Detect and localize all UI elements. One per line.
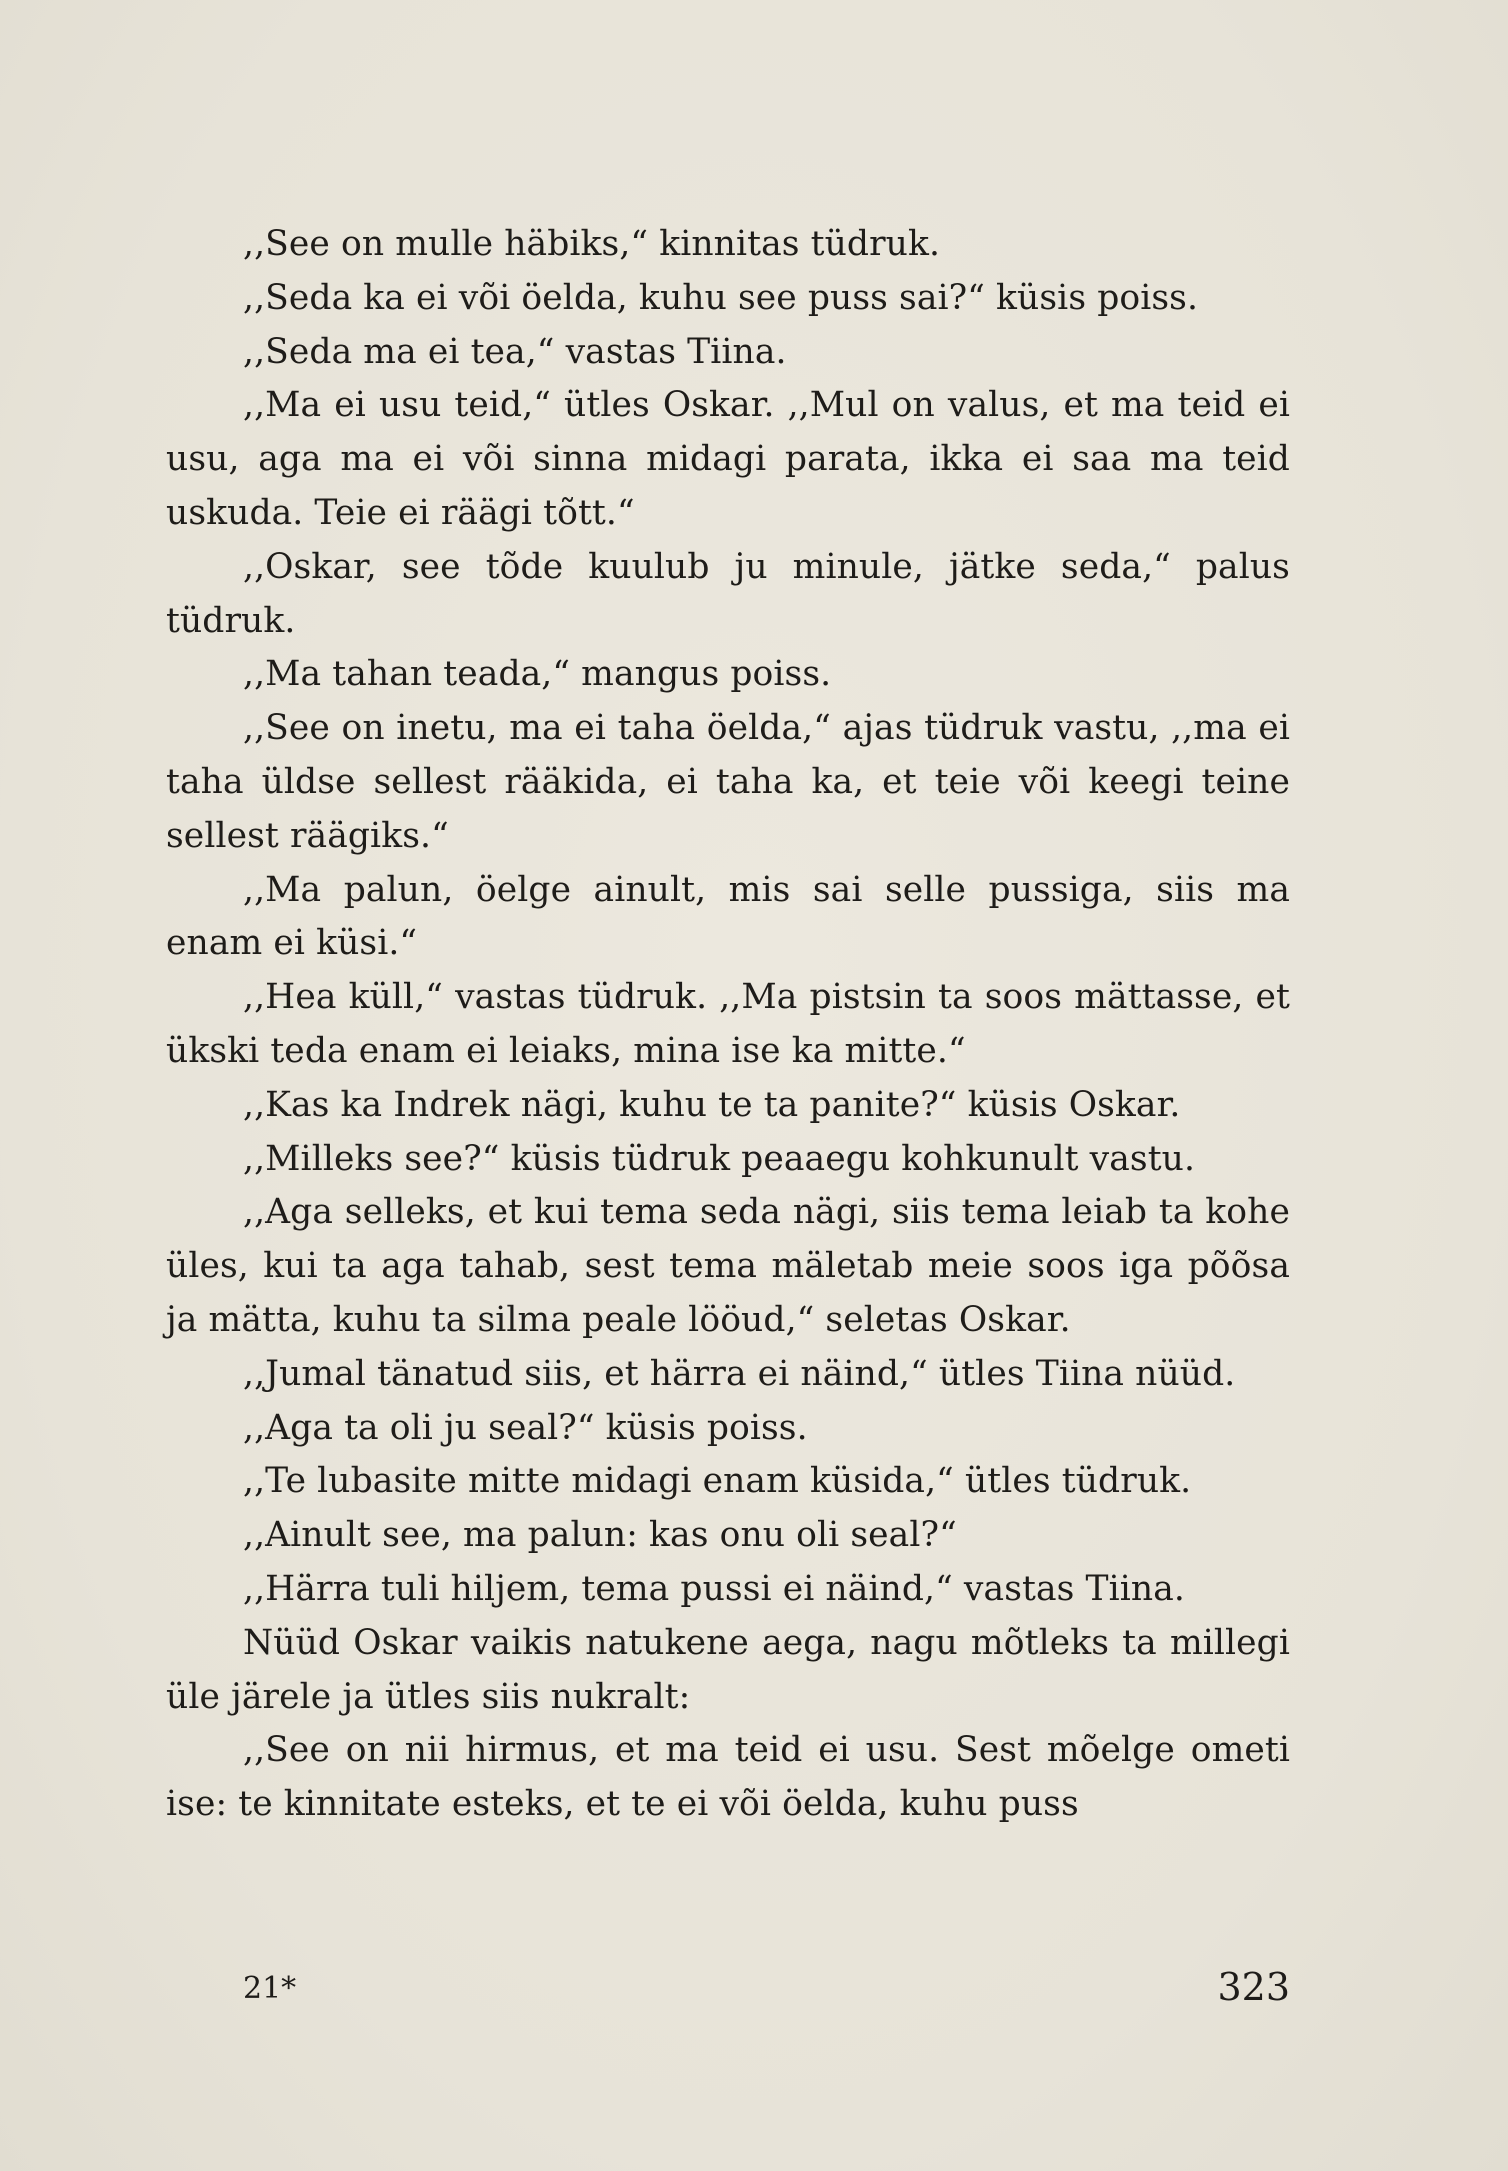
paragraph: ,,Oskar, see tõde kuulub ju minule, jätke seda,“ palus tüdruk. xyxy=(166,546,1290,641)
paragraph: ,,See on mulle häbiks,“ kinnitas tüdruk. xyxy=(243,224,941,264)
body-text xyxy=(166,218,1290,1832)
paragraph: ,,Hea küll,“ vastas tüdruk. ,,Ma pistsin ta soos mättasse, et ükski teda enam ei leiaks, mina ise ka mitte.“ xyxy=(166,977,1290,1071)
paragraph: ,,Aga selleks, et kui tema seda nägi, siis tema leiab ta kohe üles, kui ta aga tahab, sest tema mäletab meie soos iga põõsa ja mätta, kuhu ta silma peale lööud,“ seletas Oskar. xyxy=(166,1192,1290,1340)
paragraph: ,,Te lubasite mitte midagi enam küsida,“ ütles tüdruk. xyxy=(243,1461,1192,1502)
paragraph: ,,Seda ma ei tea,“ vastas Tiina. xyxy=(243,331,787,372)
paragraph: ,,Ma ei usu teid,“ ütles Oskar. ,,Mul on valus, et ma teid ei usu, aga ma ei või sinna midagi parata, ikka ei saa ma teid uskuda. Teie ei räägi tõtt.“ xyxy=(166,385,1290,533)
paragraph: ,,Härra tuli hiljem, tema pussi ei näind,“ vastas Tiina. xyxy=(243,1568,1185,1609)
signature-mark: 21* xyxy=(243,1971,297,2006)
page-number: 323 xyxy=(1217,1965,1290,2009)
paragraph: ,,Seda ka ei või öelda, kuhu see puss sai?“ küsis poiss. xyxy=(243,277,1199,318)
paragraph: ,,Milleks see?“ küsis tüdruk peaaegu kohkunult vastu. xyxy=(243,1138,1196,1179)
paragraph: ,,Ma palun, öelge ainult, mis sai selle pussiga, siis ma enam ei küsi.“ xyxy=(166,869,1290,964)
paragraph: ,,Aga ta oli ju seal?“ küsis poiss. xyxy=(243,1407,808,1448)
paragraph: ,,See on nii hirmus, et ma teid ei usu. Sest mõelge ometi ise: te kinnitate esteks, et te ei või öelda, kuhu puss xyxy=(166,1730,1290,1825)
paragraph: ,,Kas ka Indrek nägi, kuhu te ta panite?“ küsis Oskar. xyxy=(243,1084,1181,1125)
paragraph: ,,Ma tahan teada,“ mangus poiss. xyxy=(243,654,832,695)
paragraph: ,,See on inetu, ma ei taha öelda,“ ajas tüdruk vastu, ,,ma ei taha üldse sellest rääkida, ei taha ka, et teie või keegi teine sellest räägiks.“ xyxy=(166,708,1290,856)
paragraph: Nüüd Oskar vaikis natukene aega, nagu mõtleks ta millegi üle järele ja ütles siis nukralt: xyxy=(166,1622,1290,1717)
page-footer xyxy=(166,1965,1290,2025)
paragraph: ,,Jumal tänatud siis, et härra ei näind,“ ütles Tiina nüüd. xyxy=(243,1353,1236,1394)
paragraph: ,,Ainult see, ma palun: kas onu oli seal?“ xyxy=(243,1515,957,1556)
